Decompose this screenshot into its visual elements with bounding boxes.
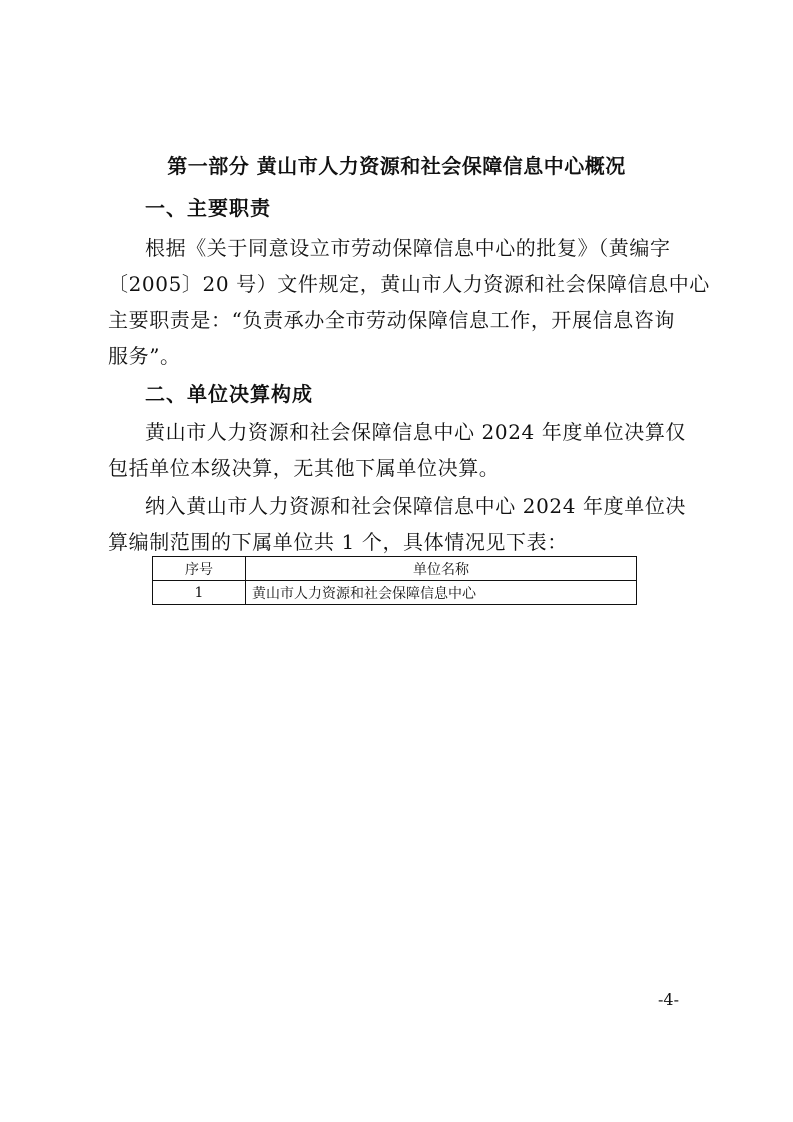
paragraph-line: 黄山市人力资源和社会保障信息中心 2024 年度单位决算仅 <box>145 420 687 444</box>
paragraph-line: 主要职责是：“负责承办全市劳动保障信息工作，开展信息咨询 <box>108 308 676 332</box>
column-header-serial: 序号 <box>153 557 246 581</box>
section-heading-responsibilities: 一、主要职责 <box>145 196 271 220</box>
part-title: 第一部分 黄山市人力资源和社会保障信息中心概况 <box>167 154 626 178</box>
table-row <box>153 581 637 605</box>
paragraph-line: 服务”。 <box>108 344 181 368</box>
subordinate-units-table <box>152 556 637 605</box>
table-cell-serial: 1 <box>153 581 246 605</box>
paragraph-line: 纳入黄山市人力资源和社会保障信息中心 2024 年度单位决 <box>145 494 687 518</box>
page-number: -4- <box>658 990 679 1009</box>
table-cell-unit-name: 黄山市人力资源和社会保障信息中心 <box>246 581 637 605</box>
paragraph-line: 包括单位本级决算，无其他下属单位决算。 <box>108 456 500 480</box>
paragraph-line: 〔2005〕20 号）文件规定，黄山市人力资源和社会保障信息中心 <box>108 272 710 296</box>
paragraph-line: 算编制范围的下属单位共 1 个，具体情况见下表： <box>108 530 568 554</box>
column-header-unit-name: 单位名称 <box>246 557 637 581</box>
table-header-row <box>153 557 637 581</box>
section-heading-composition: 二、单位决算构成 <box>145 382 313 406</box>
paragraph-line: 根据《关于同意设立市劳动保障信息中心的批复》（黄编字 <box>145 236 671 260</box>
